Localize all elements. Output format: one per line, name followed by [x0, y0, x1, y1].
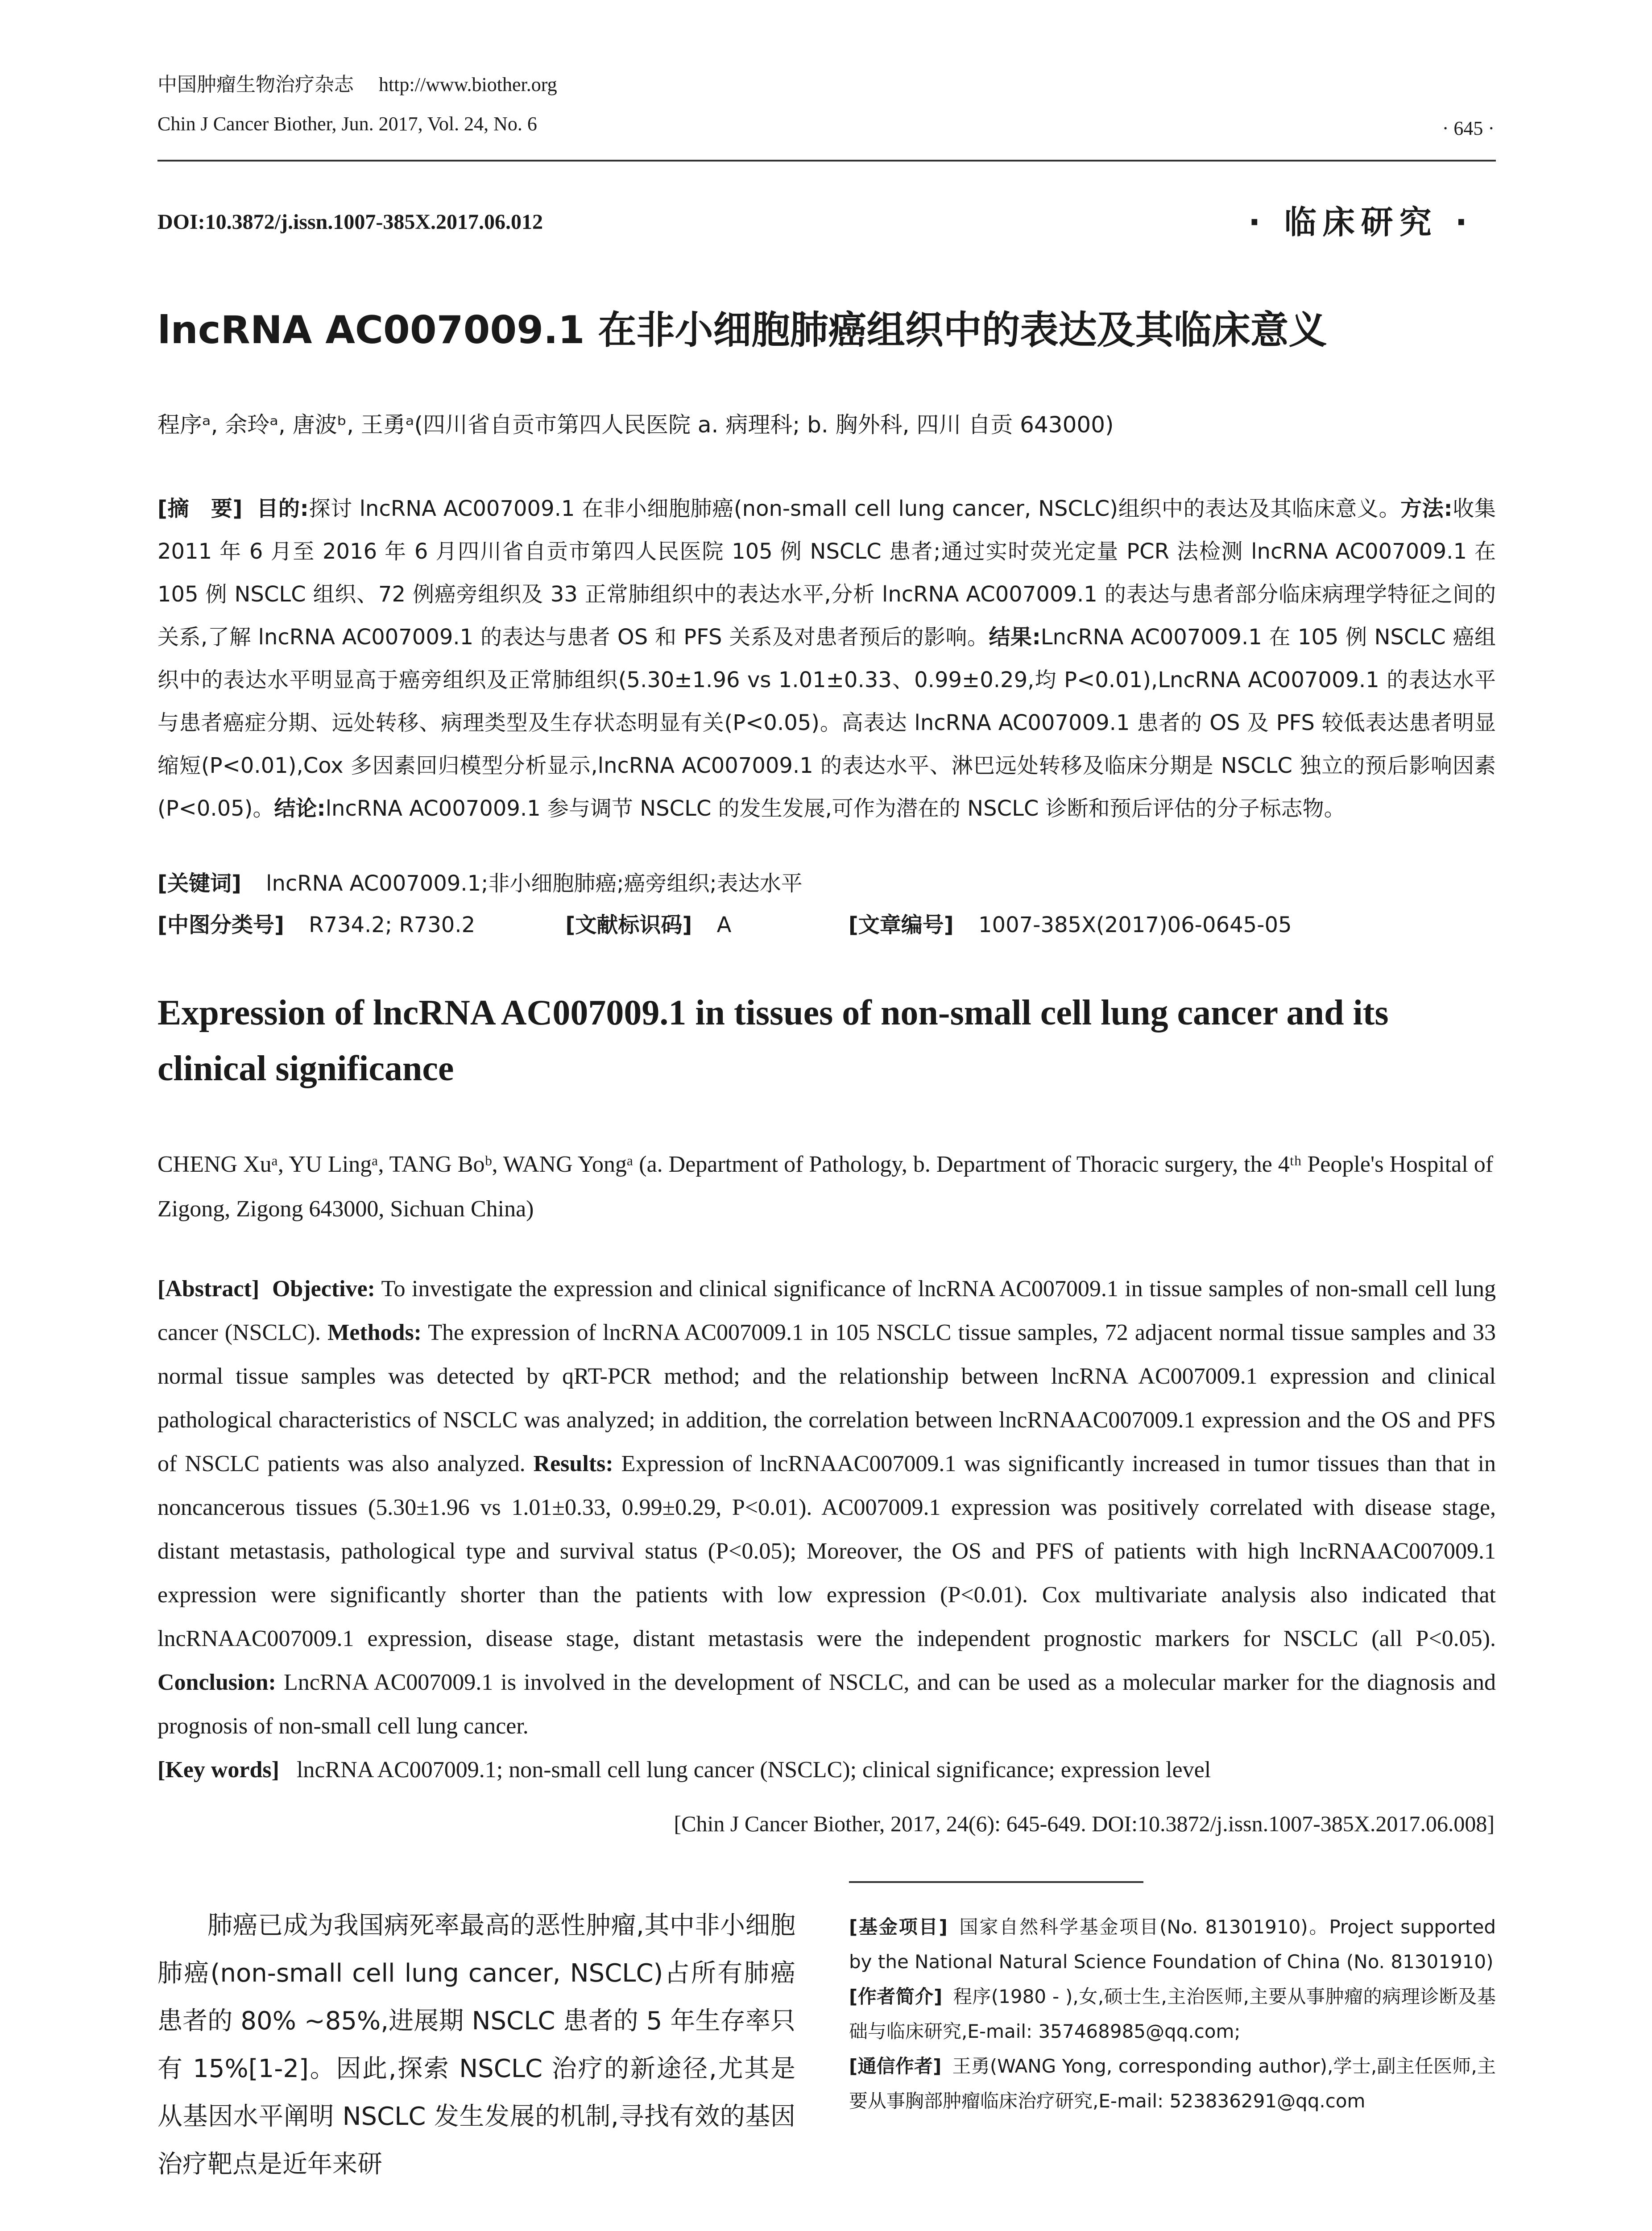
fund-text: 国家自然科学基金项目(No. 81301910)。Project supported by the National Natural Science Foundation of China (No. 81301910)	[849, 1916, 1496, 1973]
journal-header-en: Chin J Cancer Biother, Jun. 2017, Vol. 24, No. 6	[157, 113, 537, 135]
body-paragraph: 肺癌已成为我国病死率最高的恶性肿瘤,其中非小细胞肺癌(non-small cell lung cancer, NSCLC)占所有肺癌患者的 80% ~85%,进展期 NSCLC 患者的 5 年生存率只有 15%[1-2]。因此,探索 NSCLC 治疗的新途径,尤其是从基因水平阐明 NSCLC 发生发展的机制,寻找有效的基因治疗靶点是近年来研	[157, 1911, 795, 2179]
keywords-en-text: lncRNA AC007009.1; non-small cell lung cancer (NSCLC); clinical significance; expression level	[296, 1757, 1211, 1783]
fund-label: [基金项目]	[849, 1916, 948, 1938]
abstract-en-label: [Abstract]	[157, 1276, 260, 1302]
footnote-correspondence	[849, 2049, 1496, 2119]
conclusion-en: LncRNA AC007009.1 is involved in the development of NSCLC, and can be used as a molecular marker for the diagnosis and prognosis of non-small cell lung cancer.	[157, 1670, 1496, 1739]
methods-cn-label: 方法:	[1400, 496, 1453, 521]
results-cn-label: 结果:	[989, 625, 1041, 650]
objective-en: To investigate the expression and clinical significance of lncRNA AC007009.1 in tissue samples of non-small cell lung cancer (NSCLC).	[157, 1276, 1496, 1345]
methods-cn: 收集 2011 年 6 月至 2016 年 6 月四川省自贡市第四人民医院 105 例 NSCLC 患者;通过实时荧光定量 PCR 法检测 lncRNA AC007009.1 在 105 例 NSCLC 组织、72 例癌旁组织及 33 正常肺组织中的表达水平,分析 lncRNA AC007009.1 的表达与患者部分临床病理学特征之间的关系,了解 lncRNA AC007009.1 的表达与患者 OS 和 PFS 关系及对患者预后的影响。	[157, 496, 1496, 650]
section-label: · 临床研究 ·	[1248, 203, 1474, 241]
objective-cn-label: 目的:	[257, 496, 309, 521]
conclusion-cn-label: 结论:	[274, 796, 326, 821]
doi: DOI:10.3872/j.issn.1007-385X.2017.06.012	[157, 210, 543, 234]
header-divider	[157, 160, 1496, 162]
title-en: Expression of lncRNA AC007009.1 in tissues of non-small cell lung cancer and its clinical significance	[157, 993, 1389, 1088]
clc-label: [中图分类号]	[157, 912, 284, 937]
abstract-cn	[157, 487, 1496, 830]
article-number-value: 1007-385X(2017)06-0645-05	[978, 912, 1292, 937]
clc-value: R734.2; R730.2	[309, 912, 476, 937]
objective-en-label: Objective:	[272, 1276, 375, 1302]
journal-name-cn: 中国肿瘤生物治疗杂志	[157, 73, 354, 96]
authors-cn: 程序ᵃ, 余玲ᵃ, 唐波ᵇ, 王勇ᵃ(四川省自贡市第四人民医院 a. 病理科; b. 胸外科, 四川 自贡 643000)	[157, 412, 1114, 438]
citation: [Chin J Cancer Biother, 2017, 24(6): 645-649. DOI:10.3872/j.issn.1007-385X.2017.06.008]	[674, 1811, 1495, 1836]
doc-code-label: [文献标识码]	[565, 912, 692, 937]
footnote-author	[849, 1979, 1496, 2049]
results-en-label: Results:	[533, 1451, 613, 1476]
results-cn: LncRNA AC007009.1 在 105 例 NSCLC 癌组织中的表达水平明显高于癌旁组织及正常肺组织(5.30±1.96 vs 1.01±0.33、0.99±0.29,均 P<0.01),LncRNA AC007009.1 的表达水平与患者癌症分期、远处转移、病理类型及生存状态明显有关(P<0.05)。高表达 lncRNA AC007009.1 患者的 OS 及 PFS 较低表达患者明显缩短(P<0.01),Cox 多因素回归模型分析显示,lncRNA AC007009.1 的表达水平、淋巴远处转移及临床分期是 NSCLC 独立的预后影响因素(P<0.05)。	[157, 625, 1496, 821]
footnote-fund	[849, 1910, 1496, 1979]
keywords-cn-text: lncRNA AC007009.1;非小细胞肺癌;癌旁组织;表达水平	[266, 871, 803, 896]
corr-label: [通信作者]	[849, 2055, 942, 2077]
corr-text: 王勇(WANG Yong, corresponding author),学士,副主任医师,主要从事胸部肿瘤临床治疗研究,E-mail: 523836291@qq.com	[849, 2055, 1496, 2112]
author-text: 程序(1980 - ),女,硕士生,主治医师,主要从事肿瘤的病理诊断及基础与临床研究,E-mail: 357468985@qq.com;	[849, 1986, 1496, 2042]
footnotes	[849, 1910, 1496, 2119]
article-number-label: [文章编号]	[848, 912, 954, 937]
abstract-en	[157, 1267, 1496, 1792]
keywords-en-label: [Key words]	[157, 1757, 279, 1783]
authors-en: CHENG Xuᵃ, YU Lingᵃ, TANG Boᵇ, WANG Yongᵃ (a. Department of Pathology, b. Department of Thoracic surgery, the 4ᵗʰ People's Hospital of Zigong, Zigong 643000, Sichuan China)	[157, 1152, 1494, 1222]
classification-line	[157, 905, 1496, 945]
page-number: · 645 ·	[1442, 117, 1495, 139]
abstract-cn-label: [摘 要]	[157, 496, 243, 521]
results-en: Expression of lncRNAAC007009.1 was significantly increased in tumor tissues than that in noncancerous tissues (5.30±1.96 vs 1.01±0.33, 0.99±0.29, P<0.01). AC007009.1 expression was positively correlated with disease stage, distant metastasis, pathological type and survival status (P<0.05); Moreover, the OS and PFS of patients with high lncRNAAC007009.1 expression were significantly shorter than the patients with low expression (P<0.01). Cox multivariate analysis also indicated that lncRNAAC007009.1 expression, disease stage, distant metastasis were the independent prognostic markers for NSCLC (all P<0.05).	[157, 1451, 1496, 1651]
journal-url[interactable]: http://www.biother.org	[378, 74, 557, 95]
conclusion-en-label: Conclusion:	[157, 1670, 276, 1695]
footnote-divider	[849, 1881, 1143, 1883]
keywords-cn-label: [关键词]	[157, 871, 241, 896]
title-cn: lncRNA AC007009.1 在非小细胞肺癌组织中的表达及其临床意义	[157, 308, 1327, 352]
methods-en-label: Methods:	[327, 1320, 422, 1345]
journal-header-cn	[157, 67, 557, 103]
keywords-cn	[157, 863, 1496, 904]
methods-en: The expression of lncRNA AC007009.1 in 105 NSCLC tissue samples, 72 adjacent normal tissue samples and 33 normal tissue samples was detected by qRT-PCR method; and the relationship between lncRNA AC007009.1 expression and clinical pathological characteristics of NSCLC was analyzed; in addition, the correlation between lncRNAAC007009.1 expression and the OS and PFS of NSCLC patients was also analyzed.	[157, 1320, 1496, 1476]
objective-cn: 探讨 lncRNA AC007009.1 在非小细胞肺癌(non-small cell lung cancer, NSCLC)组织中的表达及其临床意义。	[308, 496, 1401, 521]
doc-code-value: A	[716, 912, 732, 937]
conclusion-cn: lncRNA AC007009.1 参与调节 NSCLC 的发生发展,可作为潜在的 NSCLC 诊断和预后评估的分子标志物。	[325, 796, 1346, 821]
author-label: [作者简介]	[849, 1986, 943, 2007]
